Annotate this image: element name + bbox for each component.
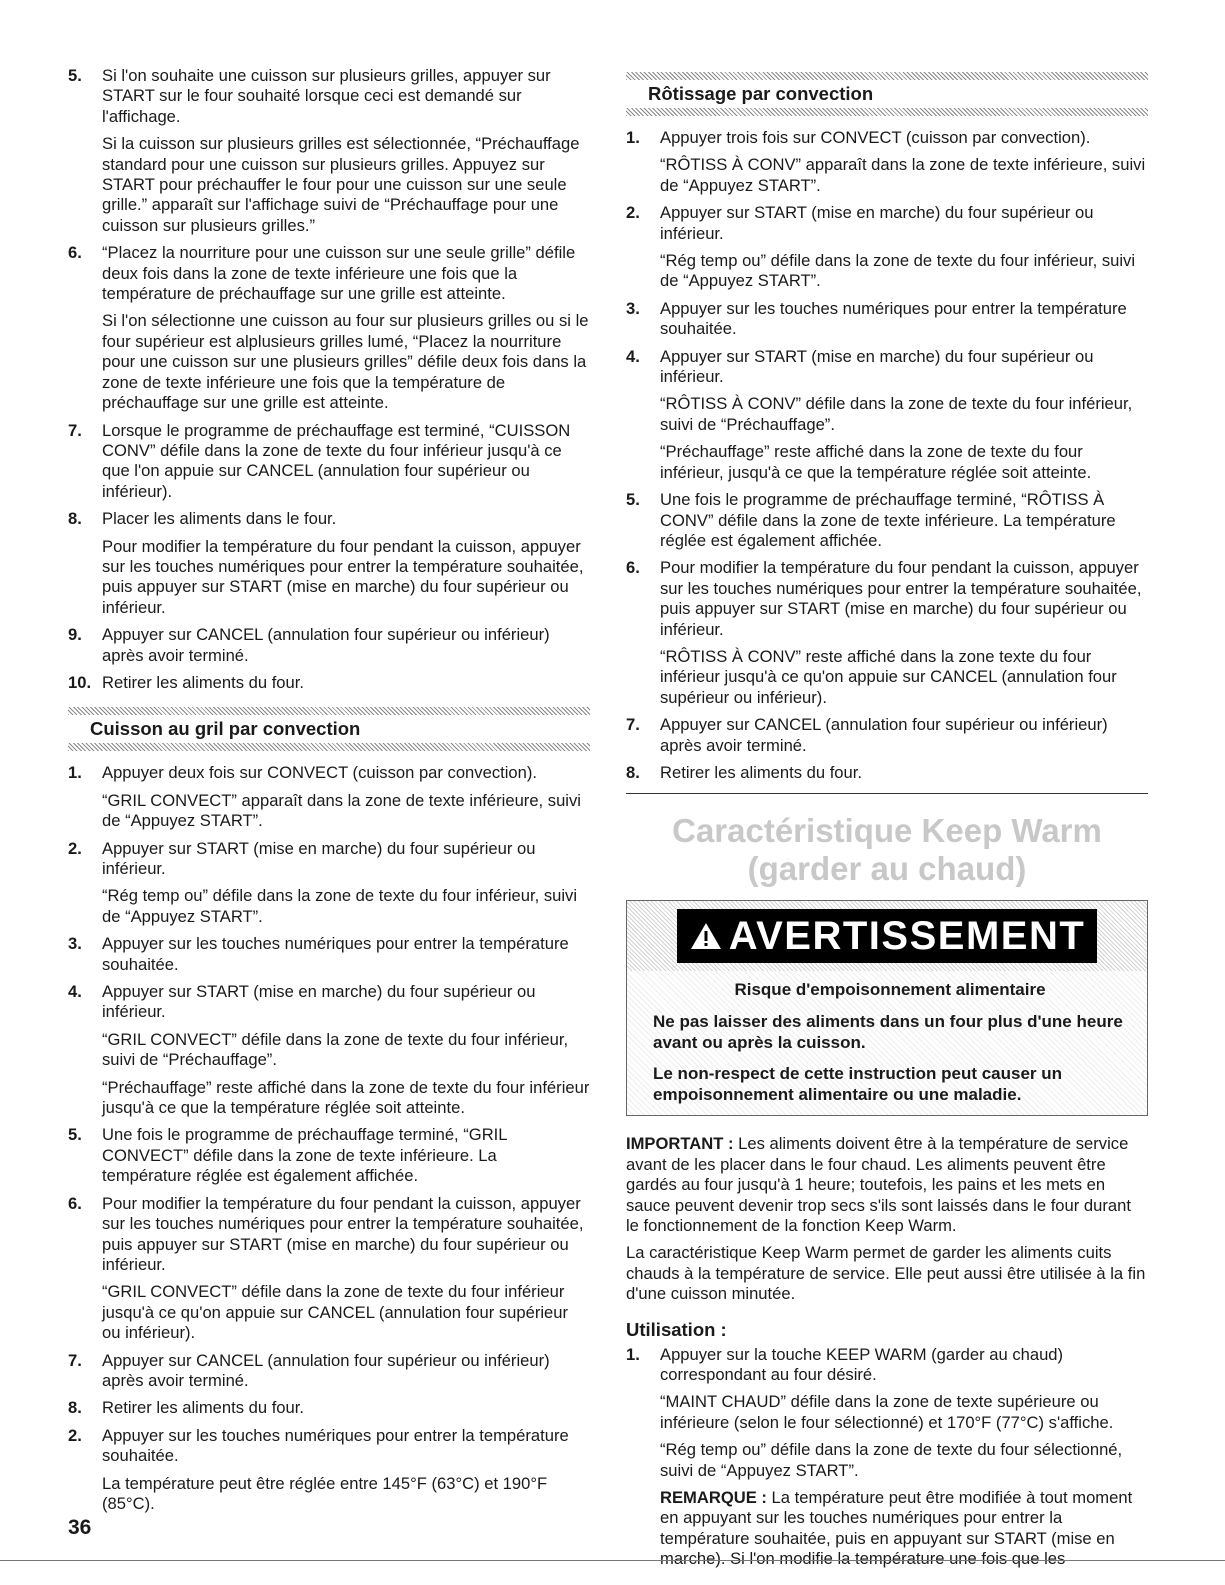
- warning-text-1: Ne pas laisser des aliments dans un four plus d'une heure avant ou après la cuisson.: [653, 1012, 1123, 1053]
- step-body: [660, 1345, 1148, 1570]
- step-paragraph: Pour modifier la température du four pendant la cuisson, appuyer sur les touches numériques pour entrer la température souhaitée, puis appuyer sur START (mise en marche) du four supérieur ou inférieur.: [102, 536, 584, 617]
- step-body: [660, 763, 1148, 783]
- step-body: [102, 1351, 590, 1392]
- utilisation-title: Utilisation :: [626, 1318, 727, 1340]
- convection-roast-steps: [626, 128, 1148, 783]
- step-body: [660, 128, 1148, 196]
- step-paragraph: “MAINT CHAUD” défile dans la zone de texte supérieure ou inférieure (selon le four sélectionné) et 170°F (77°C) s'affiche.: [660, 1392, 1114, 1432]
- step-number: 7.: [626, 715, 640, 735]
- step-item: [68, 1194, 590, 1344]
- step-paragraph: Appuyer sur START (mise en marche) du four supérieur ou inférieur.: [660, 346, 1094, 387]
- step-number: 7.: [68, 1350, 82, 1370]
- step-paragraph: La température peut être réglée entre 145°F (63°C) et 190°F (85°C).: [102, 1473, 548, 1513]
- step-number: 6.: [68, 1193, 82, 1213]
- step-body: [102, 673, 590, 693]
- step-body: [102, 625, 590, 666]
- step-paragraph: Retirer les aliments du four.: [660, 762, 862, 782]
- step-paragraph: Retirer les aliments du four.: [102, 672, 304, 692]
- step-paragraph: Lorsque le programme de préchauffage est terminé, “CUISSON CONV” défile dans la zone de texte du four inférieur jusqu'à ce que l'on appuie sur CANCEL (annulation four supérieur ou inférieur).: [102, 420, 571, 501]
- left-column: [68, 66, 590, 1521]
- step-number: 2.: [626, 203, 640, 223]
- step-body: [102, 1125, 590, 1186]
- step-item: [626, 128, 1148, 196]
- warning-banner-text: AVERTISSEMENT: [728, 913, 1086, 958]
- step-paragraph: Si l'on souhaite une cuisson sur plusieurs grilles, appuyer sur START sur le four souhaité lorsque ceci est demandé sur l'affichage.: [102, 66, 551, 126]
- step-body: [660, 347, 1148, 483]
- step-paragraph: Appuyer sur les touches numériques pour entrer la température souhaitée.: [660, 298, 1127, 339]
- step-item: [626, 763, 1148, 783]
- step-number: 7.: [68, 420, 82, 440]
- step-body: [660, 558, 1148, 708]
- step-number: 4.: [626, 346, 640, 366]
- step-body: [102, 982, 590, 1118]
- step-paragraph: “Rég temp ou” défile dans la zone de texte du four sélectionné, suivi de “Appuyez START”.: [660, 1440, 1123, 1480]
- step-item: [626, 347, 1148, 483]
- warning-content: [627, 971, 1147, 1115]
- step-paragraph: Appuyer sur CANCEL (annulation four supérieur ou inférieur) après avoir terminé.: [660, 715, 1108, 755]
- step-paragraph: “RÔTISS À CONV” reste affiché dans la zone texte du four inférieur jusqu'à ce qu'on appuie sur CANCEL (annulation four supérieur ou inférieur).: [660, 646, 1117, 707]
- step-item: [626, 203, 1148, 292]
- step-item: [68, 1398, 590, 1418]
- step-paragraph: Appuyer sur START (mise en marche) du four supérieur ou inférieur.: [102, 982, 536, 1022]
- step-item: [68, 243, 590, 413]
- step-body: [102, 763, 590, 831]
- warning-banner: [627, 901, 1147, 971]
- step-number: 4.: [68, 982, 82, 1002]
- step-number: 8.: [626, 762, 640, 782]
- step-body: [102, 66, 590, 236]
- step-paragraph: “GRIL CONVECT” apparaît dans la zone de texte inférieure, suivi de “Appuyez START”.: [102, 790, 581, 831]
- step-item: [68, 421, 590, 503]
- step-paragraph: Si l'on sélectionne une cuisson au four sur plusieurs grilles ou si le four supérieur est alplusieurs grilles lumé, “Placez la nourriture pour une cuisson sur une plusieurs grilles” défile deux fois dans la zone de texte inférieure une fois que la température de préchauffage sur une grille est atteinte.: [102, 311, 589, 413]
- step-number: 8.: [68, 509, 82, 529]
- step-paragraph: Appuyer sur CANCEL (annulation four supérieur ou inférieur) après avoir terminé.: [102, 625, 550, 665]
- step-body: [102, 934, 590, 975]
- keep-warm-title: [626, 812, 1148, 888]
- remarque-label: REMARQUE :: [660, 1488, 767, 1508]
- step-number: 5.: [68, 1125, 82, 1145]
- step-paragraph: “Préchauffage” reste affiché dans la zone de texte du four inférieur, jusqu'à ce que la température réglée soit atteinte.: [660, 442, 1092, 482]
- step-number: 1.: [68, 763, 82, 783]
- step-number: 10.: [68, 672, 92, 692]
- step-number: 6.: [626, 558, 640, 578]
- step-body: [102, 1426, 590, 1515]
- step-paragraph: Pour modifier la température du four pendant la cuisson, appuyer sur les touches numériques pour entrer la température souhaitée, puis appuyer sur START (mise en marche) du four supérieur ou inférieur.: [660, 558, 1142, 639]
- section-divider: [626, 108, 1148, 116]
- step-item: [68, 1426, 590, 1515]
- warning-text-2: Le non-respect de cette instruction peut causer un empoisonnement alimentaire ou une maladie.: [653, 1064, 1063, 1105]
- keep-warm-title-line1: Caractéristique Keep Warm: [672, 812, 1102, 850]
- step-body: [660, 715, 1148, 756]
- step-item: [68, 673, 590, 693]
- step-paragraph: Retirer les aliments du four.: [102, 1398, 304, 1418]
- step-body: [660, 203, 1148, 292]
- step-paragraph: Appuyer sur les touches numériques pour entrer la température souhaitée.: [102, 1425, 569, 1466]
- step-item: [68, 982, 590, 1118]
- section-divider: [626, 72, 1148, 80]
- step-item: [68, 1351, 590, 1392]
- step-body: [660, 490, 1148, 551]
- warning-subtitle: Risque d'empoisonnement alimentaire: [734, 980, 1046, 1000]
- step-paragraph: Si la cuisson sur plusieurs grilles est sélectionnée, “Préchauffage standard pour une cuisson sur plusieurs grilles. Appuyez sur START pour préchauffer le four pour une cuisson sur une seule grille.” apparaît sur l'affichage suivi de “Préchauffage pour une cuisson sur plusieurs grilles.”: [102, 134, 580, 235]
- convection-broil-steps: [68, 763, 590, 1514]
- step-paragraph: “Préchauffage” reste affiché dans la zone de texte du four inférieur jusqu'à ce que la température réglée soit atteinte.: [102, 1077, 590, 1118]
- section-divider: [68, 743, 590, 751]
- step-number: 1.: [626, 128, 640, 147]
- step-paragraph: Appuyer deux fois sur CONVECT (cuisson par convection).: [102, 763, 538, 783]
- step-number: 5.: [626, 490, 640, 510]
- right-column: [626, 66, 1148, 1577]
- step-paragraph: Appuyer sur CANCEL (annulation four supérieur ou inférieur) après avoir terminé.: [102, 1350, 550, 1390]
- keep-warm-title-line2: (garder au chaud): [747, 850, 1027, 888]
- step-number: 8.: [68, 1398, 82, 1418]
- warning-triangle-icon: [689, 921, 723, 951]
- step-paragraph: Une fois le programme de préchauffage terminé, “GRIL CONVECT” défile dans la zone de texte inférieure. La température réglée est également affichée.: [102, 1125, 507, 1186]
- page-number: 36: [68, 1516, 92, 1539]
- utilisation-step: [626, 1345, 1148, 1570]
- step-paragraph: “GRIL CONVECT” défile dans la zone de texte du four inférieur, suivi de “Préchauffage”.: [102, 1029, 569, 1070]
- convection-bake-steps: [68, 66, 590, 693]
- step-item: [626, 558, 1148, 708]
- step-paragraph: Pour modifier la température du four pendant la cuisson, appuyer sur les touches numériques pour entrer la température souhaitée, puis appuyer sur START (mise en marche) du four supérieur ou inférieur.: [102, 1193, 584, 1274]
- step-number: 5.: [68, 66, 82, 85]
- step-number: 3.: [626, 298, 640, 318]
- step-item: [68, 625, 590, 666]
- remarque-paragraph: [660, 1488, 1148, 1570]
- step-paragraph: “Rég temp ou” défile dans la zone de texte du four inférieur, suivi de “Appuyez START”.: [102, 886, 578, 926]
- important-paragraph: [626, 1134, 1148, 1236]
- section-rule: [626, 793, 1148, 794]
- remarque-text: La température peut être modifiée à tout moment en appuyant sur les touches numériques pour entrer la température souhaitée, puis en appuyant sur START (mise en marche). Si l'on modifie la température une fois que les: [660, 1488, 1133, 1569]
- section-header-rotissage: [626, 72, 1148, 116]
- important-label: IMPORTANT :: [626, 1134, 734, 1154]
- step-paragraph: Appuyer sur la touche KEEP WARM (garder au chaud) correspondant au four désiré.: [660, 1344, 1064, 1385]
- step-body: [102, 839, 590, 928]
- step-number: 2.: [68, 838, 82, 858]
- step-paragraph: Appuyer trois fois sur CONVECT (cuisson par convection).: [660, 128, 1091, 147]
- step-item: [68, 1125, 590, 1186]
- step-body: [102, 421, 590, 503]
- section-header-gril: [68, 707, 590, 751]
- step-number: 9.: [68, 625, 82, 645]
- step-body: [102, 1398, 590, 1418]
- section-title-gril: Cuisson au gril par convection: [90, 718, 361, 740]
- step-paragraph: “Rég temp ou” défile dans la zone de texte du four inférieur, suivi de “Appuyez START”.: [660, 251, 1136, 291]
- step-paragraph: Appuyer sur les touches numériques pour entrer la température souhaitée.: [102, 934, 569, 974]
- step-paragraph: Appuyer sur START (mise en marche) du four supérieur ou inférieur.: [660, 203, 1094, 243]
- step-item: [626, 490, 1148, 551]
- step-body: [102, 1194, 590, 1344]
- step-paragraph: “Placez la nourriture pour une cuisson sur une seule grille” défile deux fois dans la zone de texte inférieure une fois que la température de préchauffage sur une grille est atteinte.: [102, 243, 576, 304]
- step-number: 2.: [68, 1425, 82, 1445]
- section-divider: [68, 707, 590, 715]
- warning-banner-label: [677, 909, 1097, 963]
- step-item: [68, 839, 590, 928]
- step-body: [660, 299, 1148, 340]
- step-item: [68, 934, 590, 975]
- step-paragraph: “GRIL CONVECT” défile dans la zone de texte du four inférieur jusqu'à ce qu'on appuie sur CANCEL (annulation four supérieur ou inférieur).: [102, 1282, 569, 1343]
- important-text: Les aliments doivent être à la température de service avant de les placer dans le four chaud. Les aliments peuvent être gardés au four jusqu'à 1 heure; toutefois, les pains et les mets en sauce peuvent devenir trop secs s'ils sont laissés dans le four durant le fonctionnement de la fonction Keep Warm.: [626, 1134, 1131, 1235]
- keep-warm-paragraph: La caractéristique Keep Warm permet de garder les aliments cuits chauds à la température de service. Elle peut aussi être utilisée à la fin d'une cuisson minutée.: [626, 1243, 1146, 1304]
- page-bottom-rule: [0, 1560, 1225, 1561]
- step-body: [102, 509, 590, 618]
- step-item: [68, 509, 590, 618]
- step-paragraph: “RÔTISS À CONV” apparaît dans la zone de texte inférieure, suivi de “Appuyez START”.: [660, 155, 1146, 195]
- section-title-rotissage: Rôtissage par convection: [648, 83, 874, 104]
- step-item: [68, 66, 590, 236]
- step-paragraph: Une fois le programme de préchauffage terminé, “RÔTISS À CONV” défile dans la zone de texte inférieure. La température réglée est également affichée.: [660, 490, 1116, 550]
- step-number: 3.: [68, 934, 82, 954]
- step-number: 6.: [68, 243, 82, 263]
- step-item: [626, 715, 1148, 756]
- step-body: [102, 243, 590, 413]
- step-item: [626, 299, 1148, 340]
- step-paragraph: “RÔTISS À CONV” défile dans la zone de texte du four inférieur, suivi de “Préchauffage”.: [660, 394, 1133, 434]
- step-paragraph: Appuyer sur START (mise en marche) du four supérieur ou inférieur.: [102, 838, 536, 878]
- warning-box: [626, 900, 1148, 1116]
- step-paragraph: Placer les aliments dans le four.: [102, 509, 337, 529]
- step-number: 1.: [626, 1344, 640, 1364]
- step-item: [68, 763, 590, 831]
